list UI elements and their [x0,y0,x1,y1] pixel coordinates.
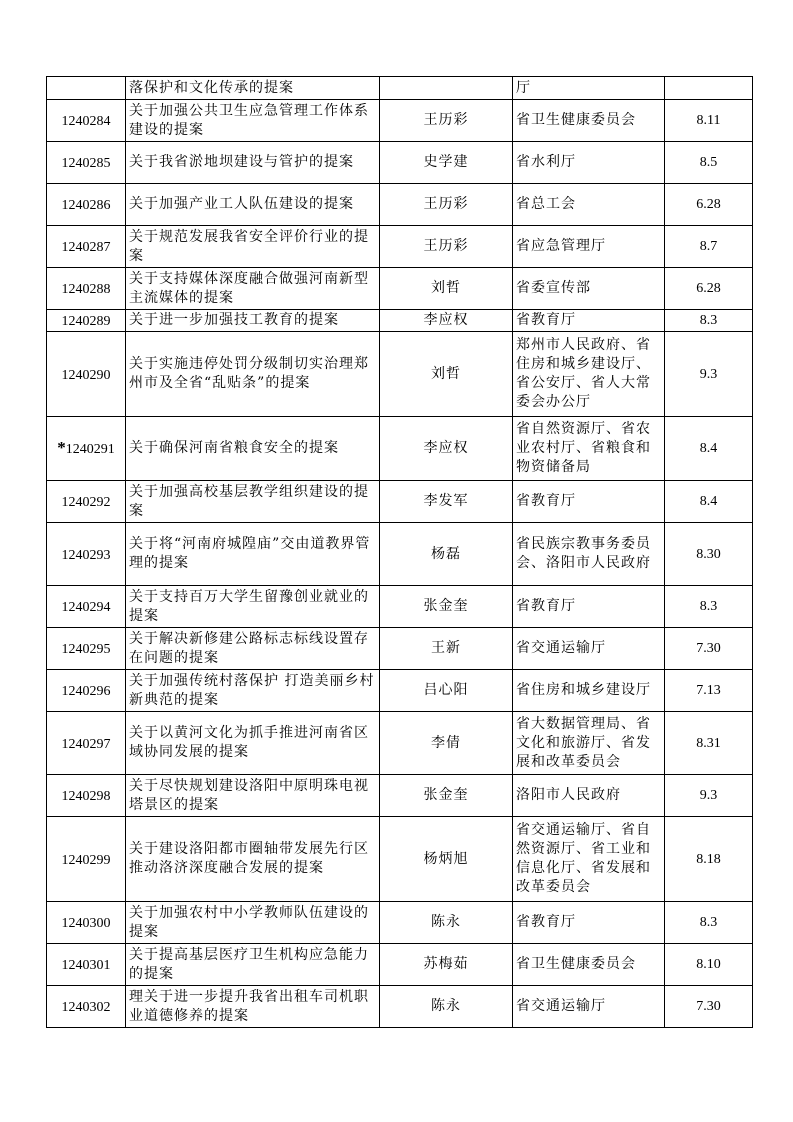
handling-department: 省自然资源厅、省农业农村厅、省粮食和物资储备局 [513,417,665,481]
proposer-name: 吕心阳 [380,670,513,712]
handling-date: 9.3 [665,332,753,417]
proposer-name: 苏梅茹 [380,944,513,986]
proposer-name: 张金奎 [380,586,513,628]
handling-department: 洛阳市人民政府 [513,775,665,817]
proposal-id-cell [47,417,126,481]
handling-department: 省交通运输厅 [513,628,665,670]
proposer-name: 张金奎 [380,775,513,817]
proposal-title: 理关于进一步提升我省出租车司机职业道德修养的提案 [126,986,380,1028]
table-row [47,310,753,332]
proposal-id: 1240293 [61,547,111,563]
handling-department: 省交通运输厅 [513,986,665,1028]
handling-date: 6.28 [665,184,753,226]
table-row [47,100,753,142]
table-row [47,226,753,268]
handling-date: 8.3 [665,586,753,628]
proposal-title: 关于解决新修建公路标志标线设置存在问题的提案 [126,628,380,670]
handling-date: 8.31 [665,712,753,775]
proposal-id: 1240301 [61,958,111,973]
table-row [47,481,753,523]
handling-date: 7.30 [665,986,753,1028]
table-row [47,944,753,986]
proposal-id: 1240291 [65,442,115,457]
proposal-id-cell [47,481,126,523]
proposal-id-cell [47,184,126,226]
handling-department: 省住房和城乡建设厅 [513,670,665,712]
proposal-title: 关于加强传统村落保护 打造美丽乡村新典范的提案 [126,670,380,712]
proposer-name: 李应权 [380,417,513,481]
proposal-title: 落保护和文化传承的提案 [126,77,380,100]
proposal-title: 关于支持媒体深度融合做强河南新型主流媒体的提案 [126,268,380,310]
proposal-id: 1240289 [61,314,111,329]
handling-department: 省委宣传部 [513,268,665,310]
handling-date: 8.10 [665,944,753,986]
table-row [47,142,753,184]
table-row [47,417,753,481]
proposal-title: 关于确保河南省粮食安全的提案 [126,417,380,481]
proposal-id: 1240299 [61,852,111,868]
proposer-name: 史学建 [380,142,513,184]
proposal-title: 关于将“河南府城隍庙”交由道教界管理的提案 [126,523,380,586]
proposal-id: 1240302 [61,1000,111,1015]
table-row [47,77,753,100]
proposal-title: 关于实施违停处罚分级制切实治理郑州市及全省“乱贴条”的提案 [126,332,380,417]
handling-department: 省卫生健康委员会 [513,100,665,142]
handling-date: 7.30 [665,628,753,670]
proposal-title: 关于我省淤地坝建设与管护的提案 [126,142,380,184]
proposal-id-cell [47,817,126,902]
handling-date: 8.30 [665,523,753,586]
proposal-id-cell [47,775,126,817]
proposer-name: 杨磊 [380,523,513,586]
proposal-id-cell [47,268,126,310]
proposal-title: 关于加强公共卫生应急管理工作体系建设的提案 [126,100,380,142]
proposal-id-cell [47,902,126,944]
proposal-title: 关于进一步加强技工教育的提案 [126,310,380,332]
handling-department: 省教育厅 [513,310,665,332]
proposal-id: 1240294 [61,600,111,615]
proposal-id-cell [47,586,126,628]
proposer-name: 刘哲 [380,332,513,417]
handling-date: 8.3 [665,902,753,944]
proposal-id-cell [47,332,126,417]
proposal-id-cell [47,986,126,1028]
handling-department: 郑州市人民政府、省住房和城乡建设厅、省公安厅、省人大常委会办公厅 [513,332,665,417]
proposer-name: 陈永 [380,902,513,944]
table-row [47,986,753,1028]
table-row [47,670,753,712]
proposal-title: 关于以黄河文化为抓手推进河南省区域协同发展的提案 [126,712,380,775]
proposal-table-body [47,77,753,1028]
proposal-id: 1240296 [61,684,111,699]
proposal-id: 1240285 [61,156,111,171]
handling-date: 9.3 [665,775,753,817]
handling-department: 省卫生健康委员会 [513,944,665,986]
proposal-title: 关于尽快规划建设洛阳中原明珠电视塔景区的提案 [126,775,380,817]
proposal-id: 1240290 [61,367,111,383]
table-row [47,902,753,944]
handling-department: 省大数据管理局、省文化和旅游厅、省发展和改革委员会 [513,712,665,775]
proposer-name: 李倩 [380,712,513,775]
proposal-id-cell [47,670,126,712]
handling-date: 7.13 [665,670,753,712]
handling-department: 省水利厅 [513,142,665,184]
proposal-id-cell [47,523,126,586]
proposal-title: 关于加强农村中小学教师队伍建设的提案 [126,902,380,944]
handling-date: 8.7 [665,226,753,268]
proposal-id-cell [47,944,126,986]
proposal-id-cell [47,628,126,670]
handling-department: 省总工会 [513,184,665,226]
table-row [47,332,753,417]
proposer-name: 陈永 [380,986,513,1028]
table-row [47,523,753,586]
handling-department: 省教育厅 [513,586,665,628]
proposal-title: 关于加强产业工人队伍建设的提案 [126,184,380,226]
proposer-name [380,77,513,100]
handling-date: 8.18 [665,817,753,902]
proposal-id: 1240284 [61,114,111,129]
proposal-id: 1240295 [61,642,111,657]
proposer-name: 李应权 [380,310,513,332]
proposal-id-cell [47,310,126,332]
proposal-id: 1240288 [61,282,111,297]
handling-department: 省应急管理厅 [513,226,665,268]
handling-department: 厅 [513,77,665,100]
proposal-title: 关于建设洛阳都市圈轴带发展先行区推动洛济深度融合发展的提案 [126,817,380,902]
table-row [47,712,753,775]
proposal-id-cell [47,77,126,100]
proposal-id-cell [47,226,126,268]
proposer-name: 王历彩 [380,226,513,268]
proposer-name: 王历彩 [380,100,513,142]
handling-date [665,77,753,100]
proposer-name: 李发军 [380,481,513,523]
proposal-id-cell [47,142,126,184]
handling-department: 省民族宗教事务委员会、洛阳市人民政府 [513,523,665,586]
table-row [47,268,753,310]
handling-department: 省教育厅 [513,902,665,944]
key-proposal-mark: * [57,438,66,457]
proposal-table [46,76,753,1028]
proposal-id: 1240287 [61,240,111,255]
table-row [47,817,753,902]
proposal-id: 1240286 [61,198,111,213]
table-row [47,775,753,817]
handling-date: 8.11 [665,100,753,142]
table-row [47,628,753,670]
proposer-name: 王历彩 [380,184,513,226]
proposal-id: 1240300 [61,916,111,931]
handling-department: 省教育厅 [513,481,665,523]
proposer-name: 王新 [380,628,513,670]
proposal-title: 关于加强高校基层教学组织建设的提案 [126,481,380,523]
proposer-name: 杨炳旭 [380,817,513,902]
handling-date: 8.4 [665,481,753,523]
proposal-title: 关于提高基层医疗卫生机构应急能力的提案 [126,944,380,986]
table-row [47,184,753,226]
proposal-id-cell [47,712,126,775]
proposal-id: 1240298 [61,789,111,804]
proposal-title: 关于支持百万大学生留豫创业就业的提案 [126,586,380,628]
handling-date: 8.4 [665,417,753,481]
proposal-id-cell [47,100,126,142]
proposal-id: 1240297 [61,736,111,752]
handling-date: 6.28 [665,268,753,310]
proposer-name: 刘哲 [380,268,513,310]
proposal-title: 关于规范发展我省安全评价行业的提案 [126,226,380,268]
table-row [47,586,753,628]
handling-date: 8.3 [665,310,753,332]
handling-date: 8.5 [665,142,753,184]
proposal-id: 1240292 [61,495,111,510]
handling-department: 省交通运输厅、省自然资源厅、省工业和信息化厅、省发展和改革委员会 [513,817,665,902]
